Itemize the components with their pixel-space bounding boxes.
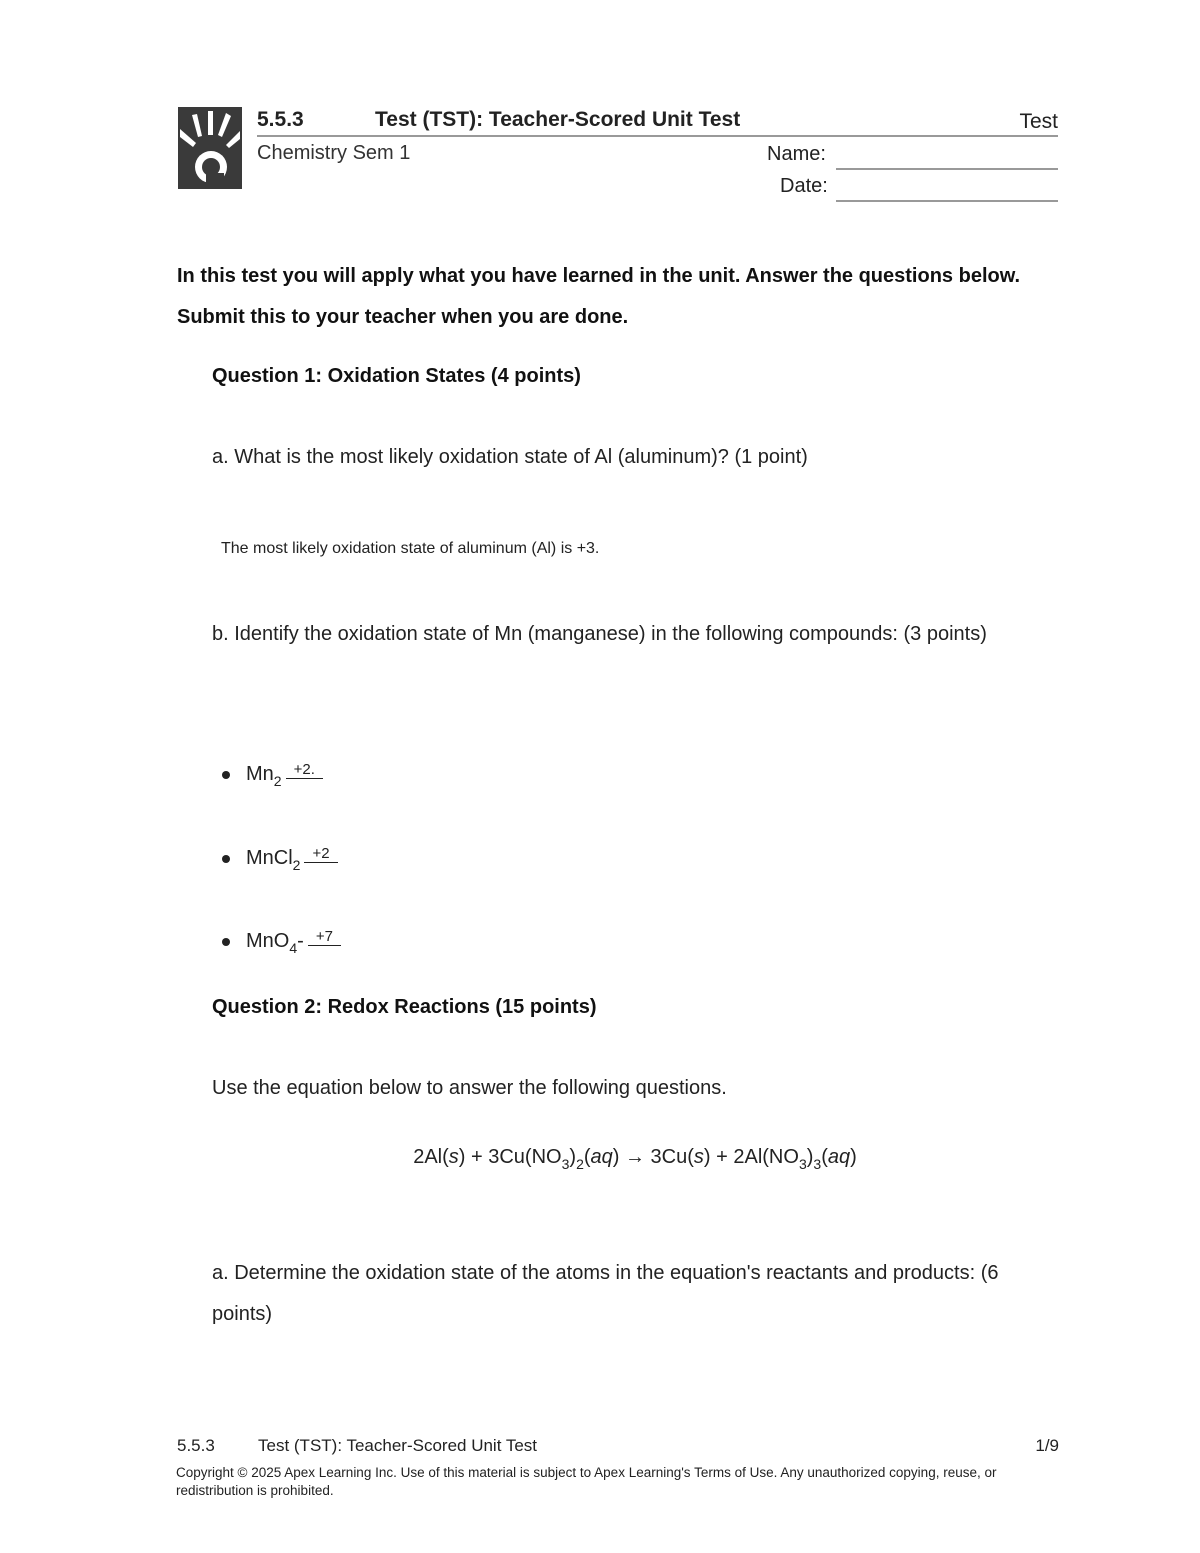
answer-blank[interactable]: +7 xyxy=(308,928,341,946)
compound-mn2: $Mn_2+2$. xyxy=(222,763,323,789)
bullet xyxy=(222,855,230,863)
redox-equation: $2Al(s) + 3Cu(NO_3)_2(aq) \to 3Cu(s) + 2Al(NO_3)_3(aq)$ xyxy=(413,1146,857,1172)
apex-learning-logo xyxy=(178,107,242,189)
copyright-notice: Copyright © 2025 Apex Learning Inc. Use of this material is subject to Apex Learning's Terms of Use. Any unauthorized copying, reuse, or redistribution is prohibited. xyxy=(176,1465,997,1498)
document-type: Test xyxy=(1019,110,1058,133)
header-divider xyxy=(257,135,1058,137)
compound-mno4: MnO$_4$- +7 xyxy=(222,930,341,956)
course-name: Chemistry Sem 1 xyxy=(257,142,411,164)
compound-mncl2: MnCl$_2$+2 xyxy=(222,847,338,873)
footer-lesson-number: 5.5.3 xyxy=(177,1436,215,1455)
question-2-instruction: Use the equation below to answer the following questions. xyxy=(212,1077,727,1099)
question-2-heading: Question 2: Redox Reactions (15 points) xyxy=(212,996,597,1018)
name-label: Name: xyxy=(767,143,826,165)
lesson-number: 5.5.3 xyxy=(257,108,304,131)
date-field-line[interactable] xyxy=(836,200,1058,202)
test-title: Test (TST): Teacher-Scored Unit Test xyxy=(375,108,741,131)
test-instructions: In this test you will apply what you have learned in the unit. Answer the questions below. Submit this to your teacher when you are done. xyxy=(177,265,1021,328)
bullet xyxy=(222,938,230,946)
bullet xyxy=(222,771,230,779)
name-field-line[interactable] xyxy=(836,168,1058,170)
answer-blank[interactable]: +2 xyxy=(304,845,337,863)
question-1a-answer[interactable]: The most likely oxidation state of aluminum (Al) is +3. xyxy=(221,540,600,557)
question-1a-text: a. What is the most likely oxidation state of Al (aluminum)? (1 point) xyxy=(212,446,808,468)
question-1-heading: Question 1: Oxidation States (4 points) xyxy=(212,365,581,387)
question-1b-text: b. Identify the oxidation state of Mn (manganese) in the following compounds: (3 points) xyxy=(212,623,987,645)
page-number: 1/9 xyxy=(1035,1436,1059,1455)
answer-blank[interactable]: +2. xyxy=(286,761,323,779)
footer-title: Test (TST): Teacher-Scored Unit Test xyxy=(258,1436,538,1455)
date-label: Date: xyxy=(780,175,828,197)
question-2a-text: a. Determine the oxidation state of the atoms in the equation's reactants and products: (6 points) xyxy=(212,1262,999,1325)
